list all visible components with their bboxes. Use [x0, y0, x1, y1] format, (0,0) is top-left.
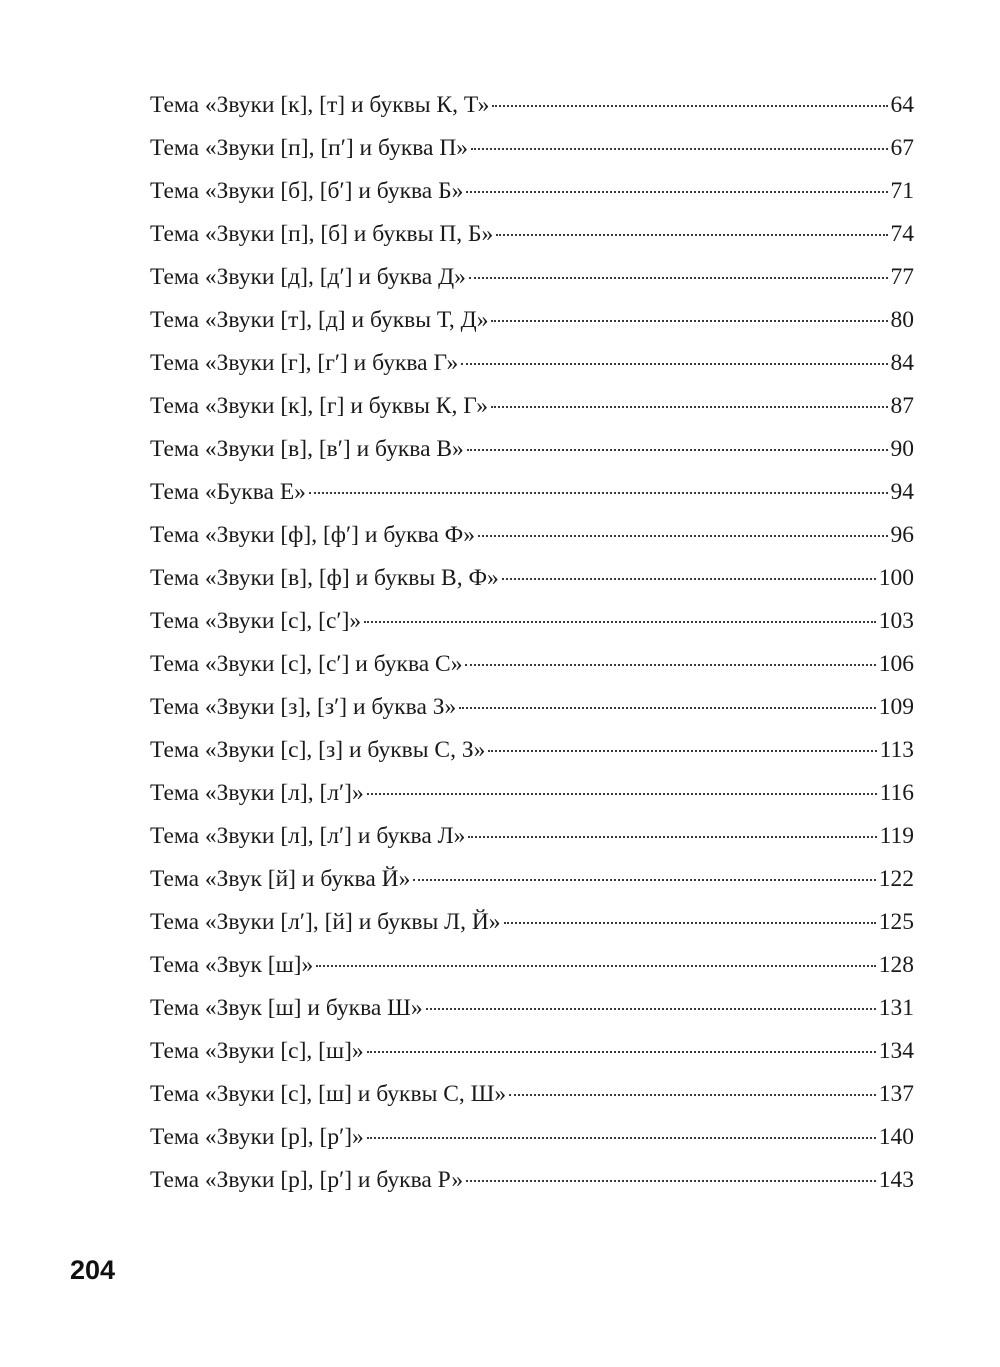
toc-entry-title: Тема «Звуки [в], [в′] и буква В» [150, 436, 464, 462]
toc-entry [150, 858, 914, 901]
dot-leader [492, 105, 887, 107]
toc-entry-page: 109 [878, 694, 914, 720]
toc-entry-page: 94 [890, 479, 914, 505]
dot-leader [465, 664, 875, 666]
toc-entry-page: 71 [890, 178, 914, 204]
toc-entry-title: Тема «Звуки [т], [д] и буквы Т, Д» [150, 307, 489, 333]
dot-leader [309, 492, 888, 494]
toc-entry-page: 74 [890, 221, 914, 247]
dot-leader [413, 879, 875, 881]
toc-entry-page: 80 [890, 307, 914, 333]
dot-leader [364, 621, 876, 623]
toc-entry-page: 84 [890, 350, 914, 376]
toc-entry-title: Тема «Звуки [с], [ш]» [150, 1038, 364, 1064]
dot-leader [469, 277, 888, 279]
toc-entry [150, 987, 914, 1030]
toc-entry-title: Тема «Звуки [г], [г′] и буква Г» [150, 350, 459, 376]
toc-entry-page: 113 [879, 737, 914, 763]
toc-entry [150, 643, 914, 686]
toc-entry-page: 87 [890, 393, 914, 419]
toc-entry-page: 134 [878, 1038, 914, 1064]
toc-entry [150, 84, 914, 127]
toc-entry-page: 64 [890, 92, 914, 118]
toc-entry-title: Тема «Звуки [л], [л′]» [150, 780, 364, 806]
dot-leader [466, 191, 887, 193]
toc-entry [150, 600, 914, 643]
toc-entry [150, 1073, 914, 1116]
toc-entry [150, 299, 914, 342]
toc-entry-page: 122 [878, 866, 914, 892]
dot-leader [316, 965, 875, 967]
toc-entry-page: 67 [890, 135, 914, 161]
toc-entry [150, 127, 914, 170]
table-of-contents [150, 84, 914, 1202]
toc-entry-title: Тема «Звук [ш]» [150, 952, 314, 978]
toc-entry [150, 686, 914, 729]
toc-entry [150, 729, 914, 772]
toc-entry [150, 514, 914, 557]
toc-entry-title: Тема «Звуки [з], [з′] и буква З» [150, 694, 457, 720]
dot-leader [496, 234, 887, 236]
toc-entry-page: 137 [878, 1081, 914, 1107]
toc-entry-title: Тема «Звуки [с], [ш] и буквы С, Ш» [150, 1081, 507, 1107]
toc-entry [150, 1030, 914, 1073]
toc-entry [150, 901, 914, 944]
toc-entry [150, 1116, 914, 1159]
toc-entry-page: 103 [878, 608, 914, 634]
toc-entry-title: Тема «Звуки [р], [р′] и буква Р» [150, 1167, 464, 1193]
toc-entry-title: Тема «Звук [й] и буква Й» [150, 866, 411, 892]
dot-leader [466, 1180, 876, 1182]
dot-leader [367, 1137, 876, 1139]
toc-entry-title: Тема «Звуки [с], [з] и буквы С, З» [150, 737, 486, 763]
toc-entry [150, 256, 914, 299]
toc-entry-title: Тема «Звуки [с], [с′]» [150, 608, 362, 634]
toc-entry-title: Тема «Буква Е» [150, 479, 306, 505]
toc-entry-title: Тема «Звуки [б], [б′] и буква Б» [150, 178, 464, 204]
toc-entry-page: 100 [878, 565, 914, 591]
toc-entry-page: 90 [890, 436, 914, 462]
dot-leader [459, 707, 875, 709]
dot-leader [491, 406, 888, 408]
toc-entry-title: Тема «Звуки [в], [ф] и буквы В, Ф» [150, 565, 499, 591]
toc-entry-title: Тема «Звуки [п], [б] и буквы П, Б» [150, 221, 494, 247]
page-number: 204 [70, 1255, 116, 1285]
toc-entry-title: Тема «Звук [ш] и буква Ш» [150, 995, 423, 1021]
toc-entry [150, 170, 914, 213]
dot-leader [367, 1051, 876, 1053]
dot-leader [461, 363, 887, 365]
toc-entry-page: 116 [879, 780, 914, 806]
dot-leader [491, 320, 887, 322]
toc-entry-page: 131 [878, 995, 914, 1021]
dot-leader [426, 1008, 876, 1010]
dot-leader [488, 750, 876, 752]
toc-entry [150, 342, 914, 385]
toc-entry-page: 77 [890, 264, 914, 290]
toc-entry [150, 1159, 914, 1202]
toc-entry [150, 428, 914, 471]
toc-entry [150, 557, 914, 600]
toc-entry-page: 125 [878, 909, 914, 935]
toc-entry-title: Тема «Звуки [ф], [ф′] и буква Ф» [150, 522, 475, 548]
toc-entry [150, 944, 914, 987]
dot-leader [471, 148, 887, 150]
dot-leader [509, 1094, 876, 1096]
toc-entry-title: Тема «Звуки [л′], [й] и буквы Л, Й» [150, 909, 501, 935]
toc-entry-title: Тема «Звуки [л], [л′] и буква Л» [150, 823, 466, 849]
toc-entry-title: Тема «Звуки [к], [г] и буквы К, Г» [150, 393, 488, 419]
toc-entry-title: Тема «Звуки [п], [п′] и буква П» [150, 135, 469, 161]
toc-entry [150, 213, 914, 256]
toc-entry [150, 385, 914, 428]
toc-entry [150, 815, 914, 858]
dot-leader [504, 922, 876, 924]
toc-entry-title: Тема «Звуки [д], [д′] и буква Д» [150, 264, 466, 290]
toc-entry-page: 119 [879, 823, 914, 849]
toc-entry-title: Тема «Звуки [р], [р′]» [150, 1124, 364, 1150]
toc-entry [150, 772, 914, 815]
dot-leader [502, 578, 876, 580]
dot-leader [468, 836, 876, 838]
toc-entry-page: 96 [890, 522, 914, 548]
toc-entry [150, 471, 914, 514]
toc-entry-page: 128 [878, 952, 914, 978]
dot-leader [367, 793, 877, 795]
toc-entry-title: Тема «Звуки [с], [с′] и буква С» [150, 651, 463, 677]
toc-entry-page: 140 [878, 1124, 914, 1150]
toc-entry-page: 106 [878, 651, 914, 677]
dot-leader [467, 449, 888, 451]
toc-entry-page: 143 [878, 1167, 914, 1193]
dot-leader [478, 535, 888, 537]
toc-entry-title: Тема «Звуки [к], [т] и буквы К, Т» [150, 92, 490, 118]
